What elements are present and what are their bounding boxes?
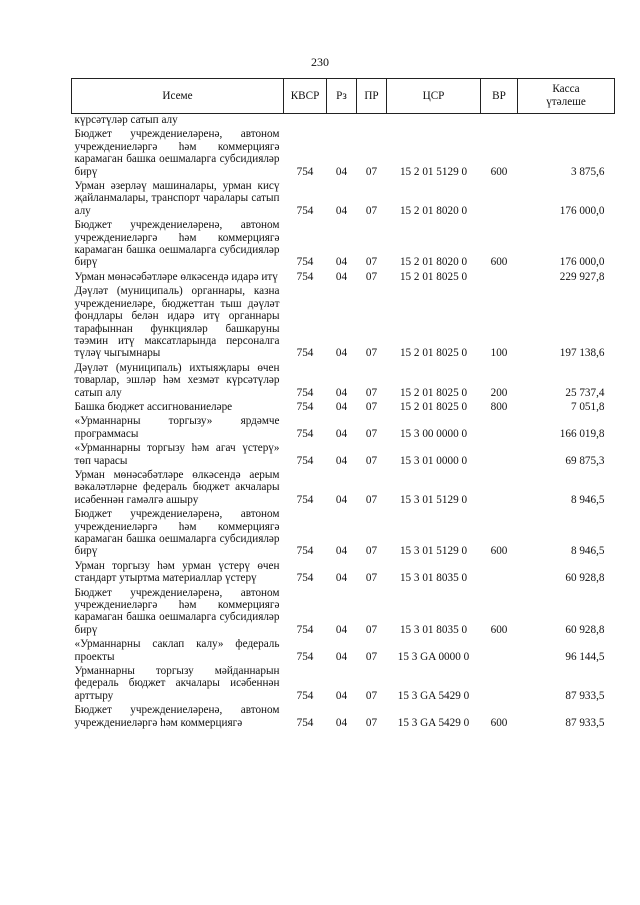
cell-csr: 15 2 01 8025 0 [399,386,468,399]
cell-pr: 07 [365,256,378,269]
cell-csr: 15 3 01 0000 0 [399,454,468,467]
cell-amount: 197 138,6 [559,347,605,360]
cell-amount: 25 737,4 [565,386,605,399]
cell-name: Урман мөнәсәбәтләре өлкәсендә аерым вәкаләтләрне федераль бюджет акчалары исәбеннән гамәлгә ашыру [74,468,280,506]
cell-kvsr: 754 [296,689,314,702]
cell-csr: 15 3 GA 0000 0 [397,650,470,663]
cell-vr: 600 [490,545,508,558]
cell-csr: 15 2 01 8025 0 [399,400,468,413]
header-kassa: Касса үтәлеше [518,79,615,114]
cell-csr: 15 2 01 8025 0 [399,270,468,283]
cell-csr: 15 2 01 8025 0 [399,347,468,360]
table-row [72,585,615,637]
cell-amount: 166 019,8 [559,427,605,440]
cell-vr: 800 [490,400,508,413]
cell-amount: 176 000,0 [559,256,605,269]
cell-vr [481,440,518,467]
header-csr: ЦСР [387,79,481,114]
cell-rz: 04 [335,347,348,360]
cell-vr [481,413,518,440]
cell-amount: 8 946,5 [570,493,605,506]
cell-csr: 15 3 GA 5429 0 [397,716,470,729]
cell-vr [481,114,518,127]
cell-vr: 600 [490,165,508,178]
cell-csr: 15 3 01 5129 0 [399,493,468,506]
table-row [72,467,615,506]
cell-rz: 04 [335,716,348,729]
table-body [72,114,615,730]
cell-rz: 04 [335,545,348,558]
table-row [72,283,615,359]
cell-kvsr: 754 [296,347,314,360]
cell-pr: 07 [365,545,378,558]
cell-vr: 600 [490,716,508,729]
cell-kvsr: 754 [296,427,314,440]
cell-csr: 15 2 01 8020 0 [399,204,468,217]
cell-pr: 07 [365,347,378,360]
cell-vr [481,663,518,702]
table-row [72,217,615,269]
cell-rz: 04 [335,270,348,283]
table-row [72,440,615,467]
table-row [72,506,615,558]
table-row [72,702,615,729]
cell-rz: 04 [335,165,348,178]
cell-rz: 04 [335,650,348,663]
cell-amount: 60 928,8 [565,623,605,636]
table-header [72,79,615,114]
header-name: Исеме [72,79,284,114]
cell-name: Урманнарны торгызу мәйданнарын федераль бюджет акчалары исәбеннән арттыру [74,665,280,702]
cell-name: күрсәтүләр сатып алу [74,114,178,126]
cell-amount: 87 933,5 [565,716,605,729]
cell-kvsr: 754 [296,400,314,413]
table-row [72,399,615,413]
cell-pr: 07 [365,454,378,467]
page-number: 230 [311,55,329,69]
cell-pr: 07 [365,386,378,399]
cell-kvsr: 754 [296,270,314,283]
table-row [72,178,615,217]
cell-kvsr: 754 [296,716,314,729]
budget-table [71,78,615,729]
table-row [72,360,615,399]
cell-rz: 04 [335,454,348,467]
cell-name: Бюджет учреждениеләренә, автоном учреждениеләргә һәм коммерциягә карамаган башка оешмаларга субсидияләр бирү [74,219,280,269]
cell-kvsr: 754 [296,545,314,558]
cell-vr [481,178,518,217]
cell-vr [481,269,518,283]
cell-csr: 15 3 GA 5429 0 [397,689,470,702]
table-row [72,126,615,178]
cell-rz: 04 [335,689,348,702]
cell-pr [357,114,387,127]
cell-amount: 87 933,5 [565,689,605,702]
cell-csr: 15 3 01 8035 0 [399,623,468,636]
table-row [72,636,615,663]
cell-csr: 15 2 01 8020 0 [399,256,468,269]
cell-name: Дәүләт (муниципаль) ихтыяҗлары өчен товарлар, эшләр һәм хезмәт күрсәтүләр сатып алу [74,361,280,399]
header-rz: Рз [327,79,357,114]
cell-rz: 04 [335,493,348,506]
table-row [72,269,615,283]
cell-pr: 07 [365,400,378,413]
cell-pr: 07 [365,427,378,440]
cell-vr [481,467,518,506]
cell-csr: 15 3 01 8035 0 [399,572,468,585]
cell-name: Башка бюджет ассигнованиеләре [74,400,233,413]
cell-name: Дәүләт (муниципаль) органнары, казна учреждениеләре, бюджеттан тыш дәүләт фондлары белән идарә итү органнары тарафыннан функцияләр башкаруны тәэмин итү максатларында персоналга түләү чыгымнары [74,285,280,360]
header-kvsr: КВСР [284,79,327,114]
cell-name: Урман әзерләү машиналары, урман кисү җайланмалары, транспорт чаралары сатып алу [74,180,280,217]
cell-kvsr: 754 [296,572,314,585]
cell-vr: 100 [490,347,508,360]
cell-csr: 15 3 01 5129 0 [399,545,468,558]
cell-rz: 04 [335,386,348,399]
cell-name: Урман мөнәсәбәтләре өлкәсендә идарә итү [74,270,278,283]
cell-name: «Урманнарны саклап калу» федераль проекты [74,638,280,663]
cell-name: Урман торгызу һәм урман үстерү өчен стандарт утыртма материаллар үстерү [74,559,280,585]
cell-kvsr: 754 [296,623,314,636]
cell-rz: 04 [335,623,348,636]
cell-amount: 8 946,5 [570,545,605,558]
cell-amount: 7 051,8 [570,400,605,413]
cell-name: Бюджет учреждениеләренә, автоном учреждениеләргә һәм коммерциягә карамаган башка оешмаларга субсидияләр бирү [74,586,280,636]
header-vr: ВР [481,79,518,114]
cell-amount: 60 928,8 [565,572,605,585]
cell-pr: 07 [365,650,378,663]
cell-kvsr: 754 [296,256,314,269]
cell-kvsr [284,114,327,127]
cell-kvsr: 754 [296,165,314,178]
cell-csr [387,114,481,127]
cell-rz: 04 [335,427,348,440]
table-row [72,663,615,702]
cell-kvsr: 754 [296,454,314,467]
cell-name: «Урманнарны торгызу һәм агач үстерү» төп чарасы [74,442,280,467]
cell-pr: 07 [365,572,378,585]
cell-amount: 229 927,8 [559,270,605,283]
cell-rz: 04 [335,256,348,269]
header-pr: ПР [357,79,387,114]
cell-amount: 69 875,3 [565,454,605,467]
cell-name: Бюджет учреждениеләренә, автоном учреждениеләргә һәм коммерциягә карамаган башка оешмаларга субсидияләр бирү [74,508,280,558]
cell-pr: 07 [365,689,378,702]
cell-vr [481,636,518,663]
cell-csr: 15 3 00 0000 0 [399,427,468,440]
cell-rz [327,114,357,127]
cell-amount: 176 000,0 [559,204,605,217]
cell-kvsr: 754 [296,386,314,399]
cell-rz: 04 [335,400,348,413]
cell-kvsr: 754 [296,204,314,217]
cell-kvsr: 754 [296,650,314,663]
table-row [72,114,615,127]
cell-pr: 07 [365,493,378,506]
cell-pr: 07 [365,165,378,178]
cell-name: Бюджет учреждениеләренә, автоном учреждениеләргә һәм коммерциягә [74,704,280,729]
cell-amount [518,114,615,127]
cell-rz: 04 [335,204,348,217]
cell-vr [481,558,518,585]
cell-pr: 07 [365,204,378,217]
cell-name: Бюджет учреждениеләренә, автоном учреждениеләргә һәм коммерциягә карамаган башка оешмаларга субсидияләр бирү [74,128,280,178]
table-row [72,413,615,440]
cell-amount: 96 144,5 [565,650,605,663]
cell-amount: 3 875,6 [570,165,605,178]
cell-pr: 07 [365,623,378,636]
table-row [72,558,615,585]
cell-name: «Урманнарны торгызу» ярдәмче программасы [74,415,280,440]
cell-kvsr: 754 [296,493,314,506]
cell-rz: 04 [335,572,348,585]
cell-csr: 15 2 01 5129 0 [399,165,468,178]
cell-vr: 200 [490,386,508,399]
cell-vr: 600 [490,623,508,636]
cell-vr: 600 [490,256,508,269]
cell-pr: 07 [365,270,378,283]
cell-pr: 07 [365,716,378,729]
